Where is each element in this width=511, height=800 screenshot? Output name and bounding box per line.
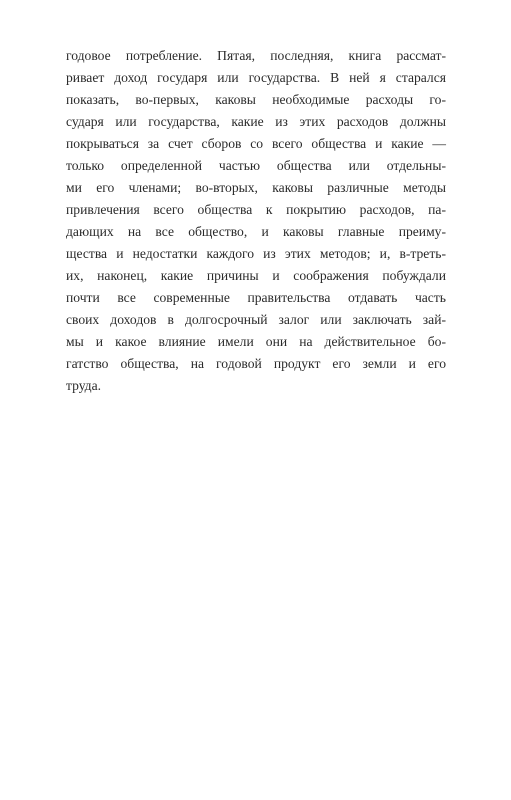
text-line: гатство общества, на годовой продукт его земли и его	[66, 356, 446, 371]
text-line: показать, во-первых, каковы необходимые расходы го-	[66, 92, 446, 107]
text-line: мы и какое влияние имели они на действительное бо-	[66, 334, 446, 349]
text-line: труда.	[66, 378, 102, 393]
body-paragraph	[66, 45, 446, 397]
text-line: сударя или государства, какие из этих расходов должны	[66, 114, 446, 129]
text-line: дающих на все общество, и каковы главные преиму-	[66, 224, 446, 239]
text-line: покрываться за счет сборов со всего общества и какие —	[66, 136, 446, 151]
text-line: привлечения всего общества к покрытию расходов, па-	[66, 202, 446, 217]
text-line: ривает доход государя или государства. В ней я старался	[66, 70, 446, 85]
text-line: годовое потребление. Пятая, последняя, книга рассмат-	[66, 48, 446, 63]
text-line: почти все современные правительства отдавать часть	[66, 290, 446, 305]
text-line: ми его членами; во-вторых, каковы различные методы	[66, 180, 446, 195]
text-line: щества и недостатки каждого из этих методов; и, в-треть-	[66, 246, 446, 261]
text-line: только определенной частью общества или отдельны-	[66, 158, 446, 173]
text-line: своих доходов в долгосрочный залог или заключать зай-	[66, 312, 446, 327]
text-line: их, наконец, какие причины и соображения побуждали	[66, 268, 446, 283]
